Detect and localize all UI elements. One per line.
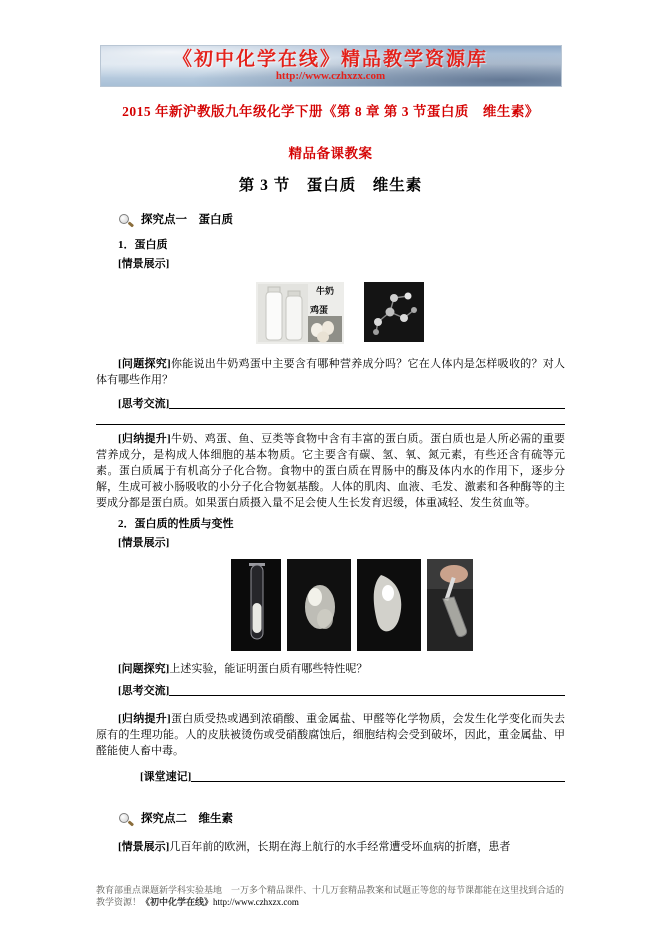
page-footer <box>96 884 585 908</box>
magnifier-icon <box>118 213 134 228</box>
doc-title: 第 3 节 蛋白质 维生素 <box>238 177 423 194</box>
question-2-label: [问题探究] <box>118 663 170 675</box>
footer-line1: 教育部重点课题新学科实验基地 一万多个精品课件、十几万套精品教案和试题正等您的每节课都能在这里找到合适的 <box>96 885 565 895</box>
summary-1-label: [归纳提升] <box>118 433 171 445</box>
protein-molecule-image <box>364 282 424 342</box>
molecule-graphic <box>364 282 424 342</box>
magnifier-icon <box>118 812 134 827</box>
summary-1-text: 牛奶、鸡蛋、鱼、豆类等食物中含有丰富的蛋白质。蛋白质也是人所必需的重要营养成分，是构成人体细胞的基本物质。它主要含有碳、氢、氧、氮元素，有些还含有硫等元素。蛋白质属于有机高分子化合物。食物中的蛋白质在胃肠中的酶及体内水的作用下，逐步分解，生成可被小肠吸收的小分子化合物氨基酸。人体的肌肉、血液、毛发、激素和各种酶等的主要成分都是蛋白质。如果蛋白质摄入量不足会使人生长发育迟缓，体重减轻、发生贫血等。 <box>96 433 566 509</box>
explore-point-2-label: 探究点二 维生素 <box>141 813 233 825</box>
banner-url-link[interactable]: http://www.czhxzx.com <box>275 70 386 82</box>
answer-blank-1a <box>169 408 565 409</box>
footer-site-name: 《初中化学在线》 <box>141 897 214 907</box>
milk-eggs-image <box>256 282 344 344</box>
explore-point-1-label: 探究点一 蛋白质 <box>141 214 233 226</box>
footer-line2 <box>96 896 585 908</box>
question-2-paragraph <box>96 661 565 677</box>
scene-paragraph-2 <box>96 839 565 855</box>
experiment-image-2 <box>287 559 351 651</box>
footer-url-link[interactable]: http://www.czhxzx.com <box>213 897 299 907</box>
doc-heading-line2: 精品备课教案 <box>288 146 373 161</box>
experiment-image-4 <box>427 559 473 651</box>
class-notes-label: [课堂速记] <box>140 771 192 783</box>
footer-line2-text: 教学资源！ <box>96 897 142 907</box>
answer-blank-1b <box>96 412 565 425</box>
subtopic-2-properties: 2．蛋白质的性质与变性 <box>118 518 234 530</box>
explore-point-2-heading <box>96 811 565 827</box>
question-1-paragraph <box>96 356 565 388</box>
scene-label-3: [情景展示] <box>118 841 170 853</box>
think-exchange-2 <box>96 683 565 699</box>
egg-caption: 鸡蛋 <box>309 305 328 315</box>
explore-point-1-heading <box>96 212 565 228</box>
think-exchange-1 <box>96 396 565 412</box>
doc-heading-line1: 2015 年新沪教版九年级化学下册《第 8 章 第 3 节蛋白质 维生素》 <box>122 104 539 119</box>
subtopic-1-protein: 1．蛋白质 <box>118 239 168 251</box>
milk-caption: 牛奶 <box>315 286 334 296</box>
site-banner <box>100 45 562 87</box>
scene-label-1: [情景展示] <box>118 258 170 270</box>
experiment-image-1 <box>231 559 281 651</box>
summary-2-label: [归纳提升] <box>118 713 171 725</box>
question-2-text: 上述实验，能证明蛋白质有哪些特性呢？ <box>169 663 368 675</box>
summary-2-paragraph <box>96 711 565 759</box>
class-notes-blank <box>191 781 565 782</box>
scene-label-2: [情景展示] <box>118 537 170 549</box>
scene-text-3: 几百年前的欧洲，长期在海上航行的水手经常遭受坏血病的折磨，患者 <box>169 841 511 853</box>
experiment-image-3 <box>357 559 421 651</box>
figure-row-experiments <box>231 559 565 651</box>
summary-1-paragraph <box>96 431 565 511</box>
banner-title: 《初中化学在线》精品教学资源库 <box>172 49 488 70</box>
class-notes-row <box>96 769 565 785</box>
figure-row-food <box>256 282 565 344</box>
think-exchange-1-label: [思考交流] <box>118 398 170 410</box>
answer-blank-2 <box>169 695 565 696</box>
question-1-text: 你能说出牛奶鸡蛋中主要含有哪种营养成分吗？它在人体内是怎样吸收的？对人体有哪些作用？ <box>96 358 566 386</box>
question-1-label: [问题探究] <box>118 358 171 370</box>
think-exchange-2-label: [思考交流] <box>118 685 170 697</box>
summary-2-text: 蛋白质受热或遇到浓硝酸、重金属盐、甲醛等化学物质，会发生化学变化而失去原有的生理功能。人的皮肤被烫伤或受硝酸腐蚀后，细胞结构会受到破坏，因此，重金属盐、甲醛能使人畜中毒。 <box>96 713 566 757</box>
